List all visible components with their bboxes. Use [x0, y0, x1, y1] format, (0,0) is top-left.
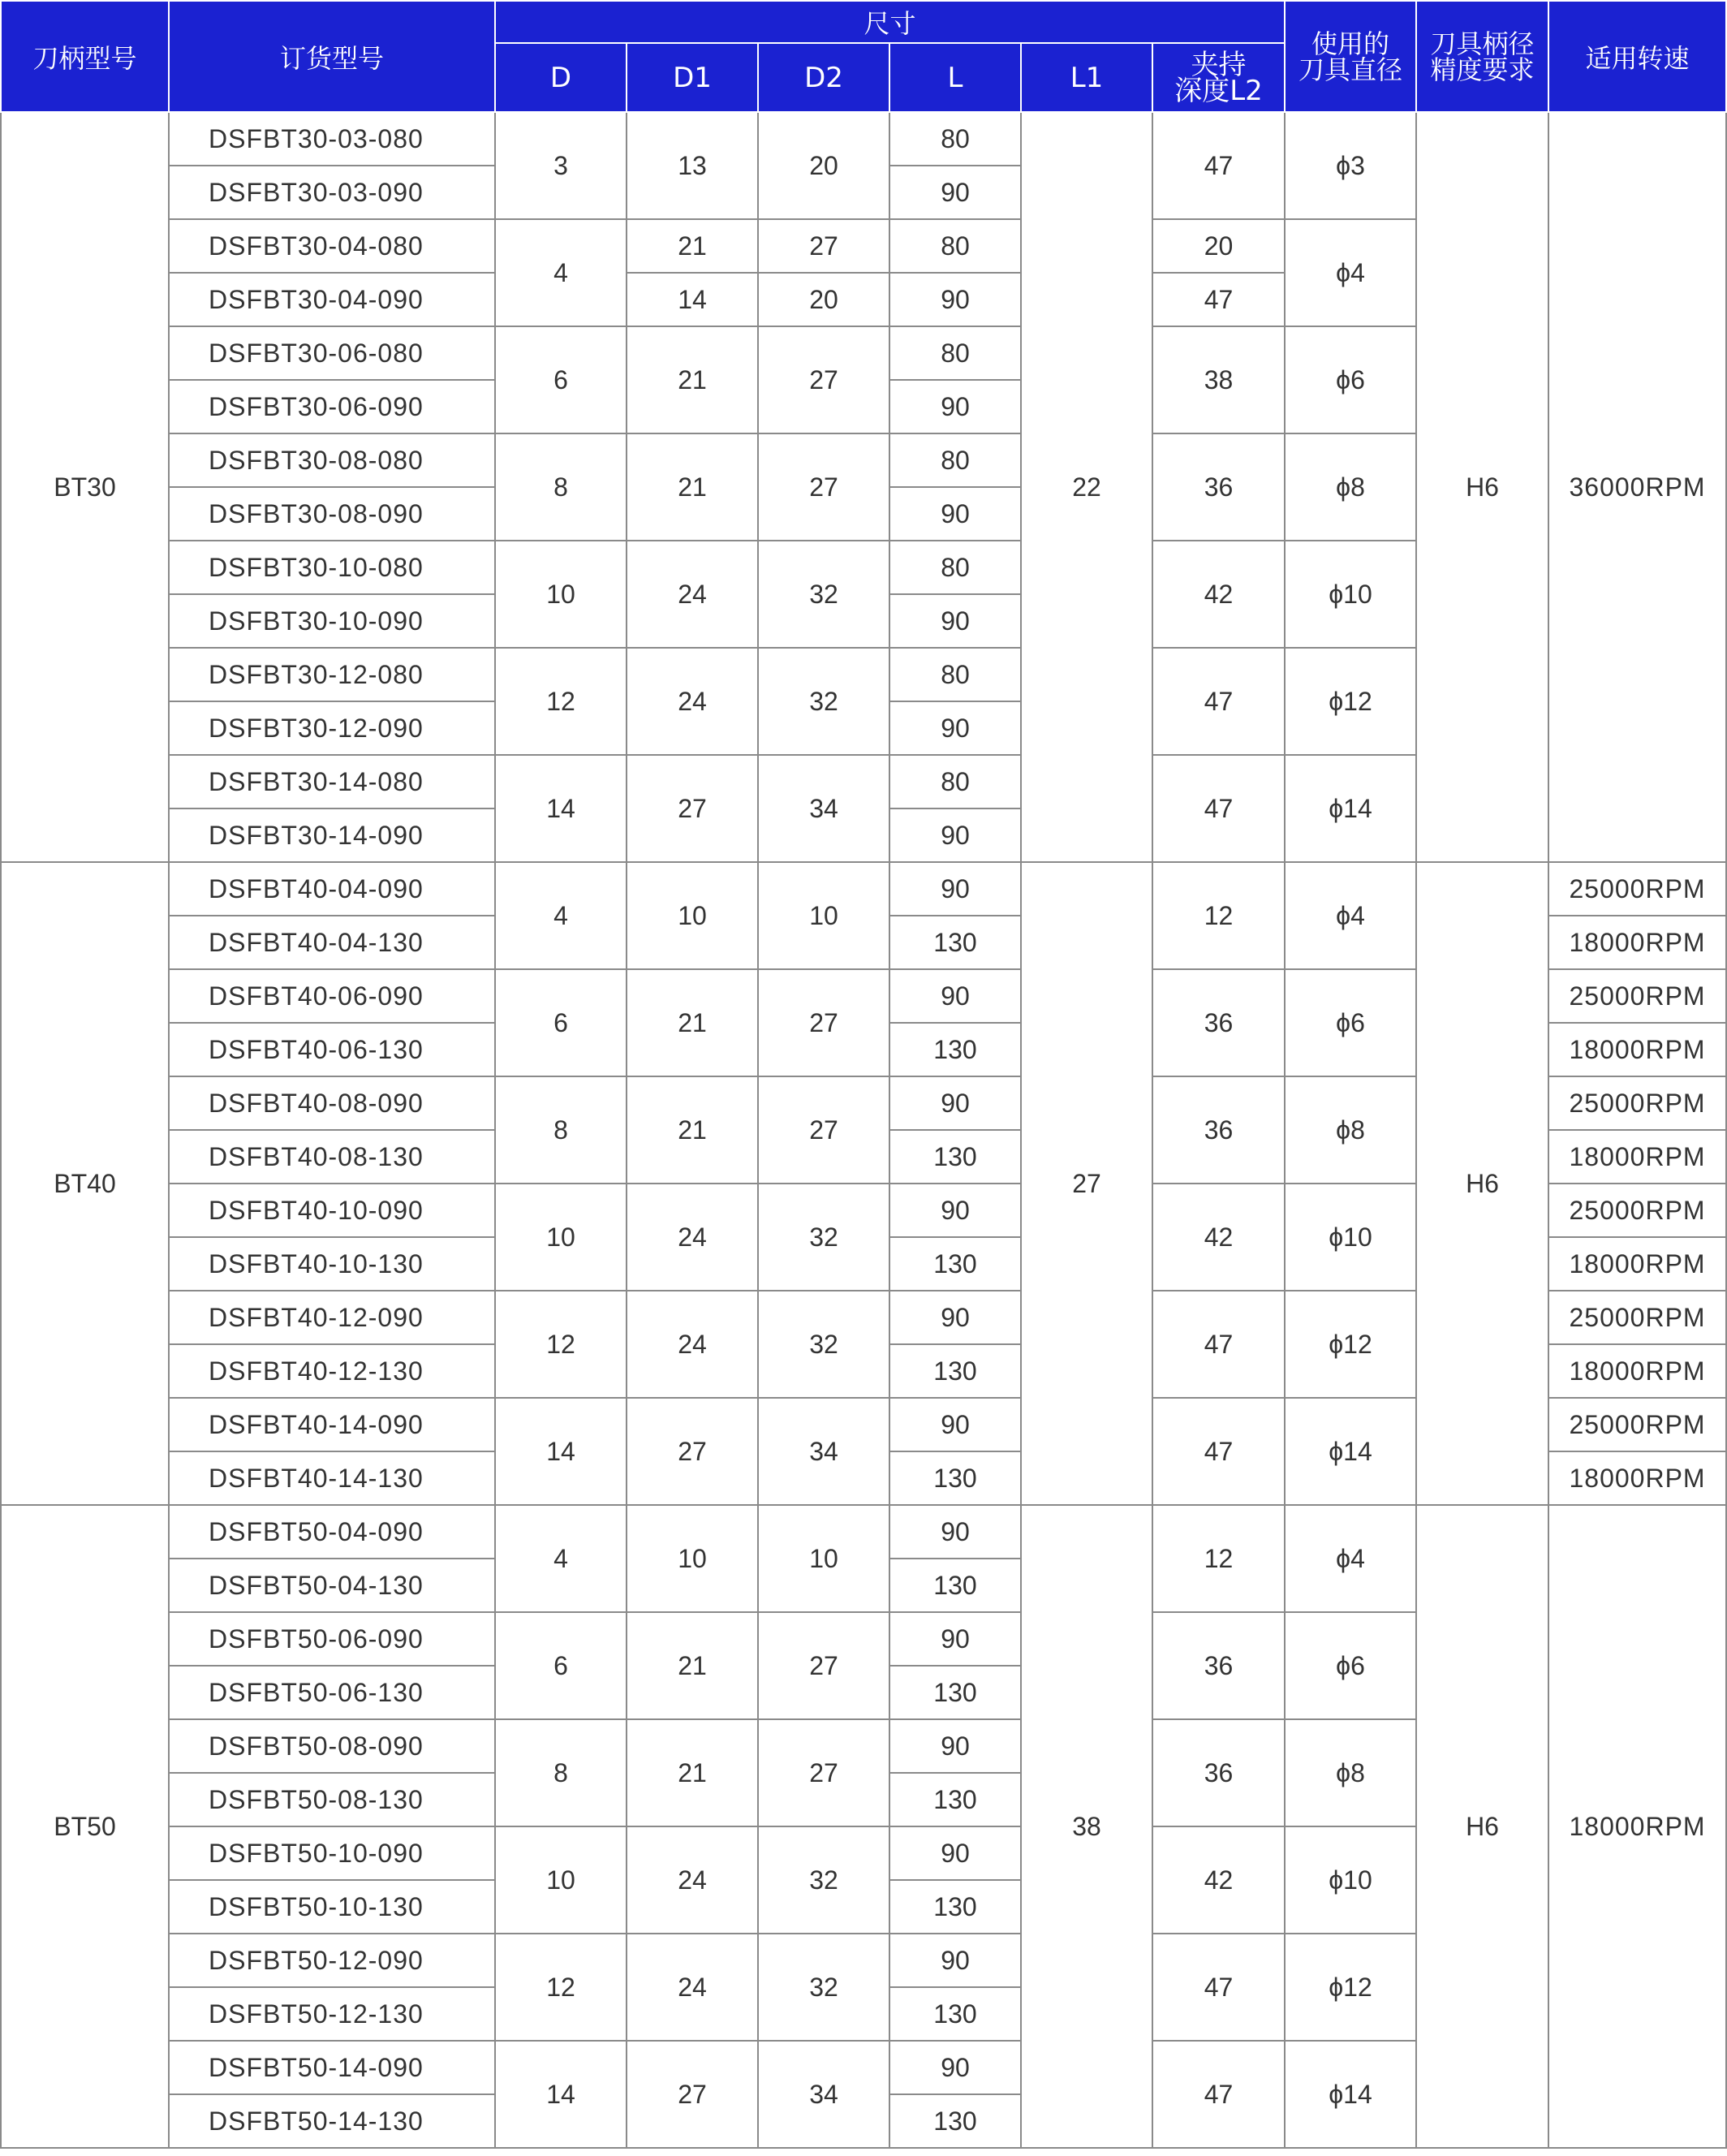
speed-cell: 25000RPM — [1548, 969, 1726, 1023]
d-cell: 12 — [495, 1934, 627, 2041]
header-d2: D2 — [758, 43, 889, 112]
d2-cell: 32 — [758, 541, 889, 648]
order-code-cell: DSFBT30-08-090 — [169, 487, 495, 541]
speed-cell: 25000RPM — [1548, 1398, 1726, 1451]
d1-cell: 14 — [627, 273, 758, 326]
l-cell: 90 — [889, 1934, 1021, 1987]
d2-cell: 34 — [758, 2041, 889, 2148]
holder-type-cell: BT50 — [1, 1505, 169, 2148]
l-cell: 130 — [889, 1130, 1021, 1184]
order-code-cell: DSFBT30-10-090 — [169, 594, 495, 648]
d1-cell: 24 — [627, 648, 758, 755]
tool-diameter-cell: ϕ8 — [1285, 433, 1416, 541]
l-cell: 130 — [889, 1237, 1021, 1291]
order-code-cell: DSFBT50-12-090 — [169, 1934, 495, 1987]
header-l2 — [1152, 43, 1285, 112]
d2-cell: 34 — [758, 1398, 889, 1505]
l-cell: 90 — [889, 1291, 1021, 1344]
l2-cell: 12 — [1152, 862, 1285, 969]
l2-cell: 36 — [1152, 1612, 1285, 1719]
d2-cell: 27 — [758, 1719, 889, 1826]
tool-diameter-cell: ϕ12 — [1285, 648, 1416, 755]
l1-cell: 22 — [1021, 112, 1152, 862]
l-cell: 90 — [889, 969, 1021, 1023]
d-cell: 10 — [495, 1184, 627, 1291]
header-tool-diameter-line1: 使用的 — [1311, 28, 1390, 59]
table-row — [1, 1505, 1726, 1559]
d-cell: 6 — [495, 1612, 627, 1719]
l2-cell: 47 — [1152, 1398, 1285, 1505]
l2-cell: 47 — [1152, 2041, 1285, 2148]
l-cell: 90 — [889, 380, 1021, 433]
speed-cell: 18000RPM — [1548, 1237, 1726, 1291]
precision-cell: H6 — [1416, 112, 1548, 862]
l1-cell: 27 — [1021, 862, 1152, 1505]
order-code-cell: DSFBT30-08-080 — [169, 433, 495, 487]
tool-diameter-cell: ϕ8 — [1285, 1076, 1416, 1184]
d-cell: 3 — [495, 112, 627, 219]
speed-cell: 25000RPM — [1548, 1184, 1726, 1237]
l2-cell: 36 — [1152, 969, 1285, 1076]
l-cell: 90 — [889, 273, 1021, 326]
l2-cell: 20 — [1152, 219, 1285, 273]
d-cell: 10 — [495, 541, 627, 648]
order-code-cell: DSFBT40-12-130 — [169, 1344, 495, 1398]
speed-cell: 18000RPM — [1548, 1451, 1726, 1505]
l2-cell: 12 — [1152, 1505, 1285, 1612]
d1-cell: 24 — [627, 1184, 758, 1291]
table-row — [1, 112, 1726, 166]
d1-cell: 24 — [627, 541, 758, 648]
l-cell: 90 — [889, 594, 1021, 648]
header-l2-line1: 夹持 — [1191, 48, 1247, 81]
l-cell: 130 — [889, 1023, 1021, 1076]
tool-diameter-cell: ϕ12 — [1285, 1291, 1416, 1398]
l-cell: 130 — [889, 2094, 1021, 2148]
order-code-cell: DSFBT30-10-080 — [169, 541, 495, 594]
l2-cell: 36 — [1152, 433, 1285, 541]
tool-diameter-cell: ϕ10 — [1285, 1826, 1416, 1934]
header-precision — [1416, 1, 1548, 112]
holder-type-cell: BT40 — [1, 862, 169, 1505]
tool-diameter-cell: ϕ6 — [1285, 969, 1416, 1076]
l-cell: 90 — [889, 1505, 1021, 1559]
l2-cell: 38 — [1152, 326, 1285, 433]
tool-diameter-cell: ϕ4 — [1285, 862, 1416, 969]
l-cell: 130 — [889, 1987, 1021, 2041]
header-precision-line1: 刀具柄径 — [1430, 28, 1535, 59]
l-cell: 90 — [889, 1719, 1021, 1773]
d-cell: 8 — [495, 1076, 627, 1184]
d2-cell: 20 — [758, 273, 889, 326]
speed-cell: 18000RPM — [1548, 1130, 1726, 1184]
d1-cell: 21 — [627, 433, 758, 541]
header-l2-line2: 深度L2 — [1174, 74, 1263, 107]
d-cell: 10 — [495, 1826, 627, 1934]
order-code-cell: DSFBT40-04-090 — [169, 862, 495, 916]
header-l1: L1 — [1021, 43, 1152, 112]
tool-diameter-cell: ϕ6 — [1285, 1612, 1416, 1719]
l-cell: 80 — [889, 755, 1021, 808]
header-d1: D1 — [627, 43, 758, 112]
l-cell: 80 — [889, 541, 1021, 594]
d1-cell: 10 — [627, 862, 758, 969]
l-cell: 90 — [889, 2041, 1021, 2094]
d-cell: 14 — [495, 755, 627, 862]
d1-cell: 27 — [627, 755, 758, 862]
order-code-cell: DSFBT50-14-090 — [169, 2041, 495, 2094]
header-tool-diameter — [1285, 1, 1416, 112]
d2-cell: 20 — [758, 112, 889, 219]
d2-cell: 27 — [758, 969, 889, 1076]
d2-cell: 27 — [758, 1076, 889, 1184]
l-cell: 90 — [889, 166, 1021, 219]
d2-cell: 32 — [758, 1184, 889, 1291]
d1-cell: 21 — [627, 1612, 758, 1719]
d2-cell: 10 — [758, 1505, 889, 1612]
d1-cell: 13 — [627, 112, 758, 219]
d2-cell: 34 — [758, 755, 889, 862]
order-code-cell: DSFBT50-12-130 — [169, 1987, 495, 2041]
table-body — [1, 112, 1726, 2148]
order-code-cell: DSFBT30-03-080 — [169, 112, 495, 166]
order-code-cell: DSFBT50-14-130 — [169, 2094, 495, 2148]
header-tool-diameter-line2: 刀具直径 — [1298, 54, 1403, 85]
order-code-cell: DSFBT50-06-090 — [169, 1612, 495, 1666]
l1-cell: 38 — [1021, 1505, 1152, 2148]
order-code-cell: DSFBT30-06-090 — [169, 380, 495, 433]
d-cell: 12 — [495, 648, 627, 755]
d1-cell: 10 — [627, 1505, 758, 1612]
header-holder-type: 刀柄型号 — [1, 1, 169, 112]
order-code-cell: DSFBT30-12-090 — [169, 701, 495, 755]
order-code-cell: DSFBT40-10-130 — [169, 1237, 495, 1291]
header-precision-line2: 精度要求 — [1430, 54, 1535, 85]
order-code-cell: DSFBT40-06-090 — [169, 969, 495, 1023]
holder-type-cell: BT30 — [1, 112, 169, 862]
l-cell: 130 — [889, 1666, 1021, 1719]
d1-cell: 21 — [627, 969, 758, 1076]
l-cell: 80 — [889, 326, 1021, 380]
d-cell: 14 — [495, 1398, 627, 1505]
l-cell: 90 — [889, 701, 1021, 755]
order-code-cell: DSFBT40-08-130 — [169, 1130, 495, 1184]
tool-diameter-cell: ϕ12 — [1285, 1934, 1416, 2041]
d-cell: 4 — [495, 219, 627, 326]
d-cell: 8 — [495, 1719, 627, 1826]
l2-cell: 42 — [1152, 541, 1285, 648]
tool-diameter-cell: ϕ14 — [1285, 1398, 1416, 1505]
order-code-cell: DSFBT30-06-080 — [169, 326, 495, 380]
l2-cell: 47 — [1152, 1934, 1285, 2041]
order-code-cell: DSFBT50-10-130 — [169, 1880, 495, 1934]
l-cell: 130 — [889, 916, 1021, 969]
l-cell: 90 — [889, 1398, 1021, 1451]
l-cell: 90 — [889, 1076, 1021, 1130]
header-speed: 适用转速 — [1548, 1, 1726, 112]
order-code-cell: DSFBT50-04-130 — [169, 1559, 495, 1612]
header-d: D — [495, 43, 627, 112]
table-row — [1, 862, 1726, 916]
d1-cell: 21 — [627, 219, 758, 273]
speed-cell: 18000RPM — [1548, 1344, 1726, 1398]
l2-cell: 47 — [1152, 648, 1285, 755]
speed-cell: 18000RPM — [1548, 1023, 1726, 1076]
order-code-cell: DSFBT40-14-130 — [169, 1451, 495, 1505]
l-cell: 90 — [889, 1612, 1021, 1666]
tool-diameter-cell: ϕ10 — [1285, 1184, 1416, 1291]
l-cell: 80 — [889, 648, 1021, 701]
speed-cell: 18000RPM — [1548, 1505, 1726, 2148]
l2-cell: 47 — [1152, 1291, 1285, 1398]
speed-cell: 25000RPM — [1548, 1076, 1726, 1130]
l2-cell: 47 — [1152, 273, 1285, 326]
l-cell: 90 — [889, 487, 1021, 541]
l-cell: 90 — [889, 808, 1021, 862]
tool-diameter-cell: ϕ4 — [1285, 219, 1416, 326]
order-code-cell: DSFBT30-04-090 — [169, 273, 495, 326]
tool-diameter-cell: ϕ10 — [1285, 541, 1416, 648]
d-cell: 4 — [495, 862, 627, 969]
table-header — [1, 1, 1726, 112]
precision-cell: H6 — [1416, 1505, 1548, 2148]
speed-cell: 18000RPM — [1548, 916, 1726, 969]
order-code-cell: DSFBT30-12-080 — [169, 648, 495, 701]
speed-cell: 25000RPM — [1548, 1291, 1726, 1344]
d2-cell: 32 — [758, 1291, 889, 1398]
l2-cell: 42 — [1152, 1826, 1285, 1934]
d2-cell: 27 — [758, 433, 889, 541]
l-cell: 130 — [889, 1773, 1021, 1826]
d-cell: 8 — [495, 433, 627, 541]
d1-cell: 24 — [627, 1826, 758, 1934]
tool-diameter-cell: ϕ3 — [1285, 112, 1416, 219]
tool-diameter-cell: ϕ14 — [1285, 2041, 1416, 2148]
l2-cell: 36 — [1152, 1076, 1285, 1184]
d-cell: 14 — [495, 2041, 627, 2148]
tool-diameter-cell: ϕ8 — [1285, 1719, 1416, 1826]
order-code-cell: DSFBT50-10-090 — [169, 1826, 495, 1880]
d-cell: 12 — [495, 1291, 627, 1398]
d2-cell: 32 — [758, 648, 889, 755]
l-cell: 80 — [889, 433, 1021, 487]
l2-cell: 36 — [1152, 1719, 1285, 1826]
order-code-cell: DSFBT30-03-090 — [169, 166, 495, 219]
order-code-cell: DSFBT40-10-090 — [169, 1184, 495, 1237]
order-code-cell: DSFBT40-04-130 — [169, 916, 495, 969]
l-cell: 80 — [889, 112, 1021, 166]
speed-cell: 36000RPM — [1548, 112, 1726, 862]
l-cell: 90 — [889, 862, 1021, 916]
d1-cell: 27 — [627, 1398, 758, 1505]
header-order-code: 订货型号 — [169, 1, 495, 112]
order-code-cell: DSFBT50-04-090 — [169, 1505, 495, 1559]
d2-cell: 10 — [758, 862, 889, 969]
d-cell: 4 — [495, 1505, 627, 1612]
order-code-cell: DSFBT40-08-090 — [169, 1076, 495, 1130]
d1-cell: 24 — [627, 1291, 758, 1398]
d2-cell: 32 — [758, 1826, 889, 1934]
order-code-cell: DSFBT40-06-130 — [169, 1023, 495, 1076]
order-code-cell: DSFBT40-14-090 — [169, 1398, 495, 1451]
header-l: L — [889, 43, 1021, 112]
d2-cell: 32 — [758, 1934, 889, 2041]
d1-cell: 24 — [627, 1934, 758, 2041]
order-code-cell: DSFBT30-04-080 — [169, 219, 495, 273]
speed-cell: 25000RPM — [1548, 862, 1726, 916]
l-cell: 90 — [889, 1184, 1021, 1237]
d-cell: 6 — [495, 326, 627, 433]
tool-diameter-cell: ϕ4 — [1285, 1505, 1416, 1612]
l2-cell: 42 — [1152, 1184, 1285, 1291]
d1-cell: 27 — [627, 2041, 758, 2148]
order-code-cell: DSFBT50-08-090 — [169, 1719, 495, 1773]
d2-cell: 27 — [758, 1612, 889, 1719]
order-code-cell: DSFBT50-06-130 — [169, 1666, 495, 1719]
d1-cell: 21 — [627, 326, 758, 433]
l-cell: 80 — [889, 219, 1021, 273]
l-cell: 130 — [889, 1451, 1021, 1505]
order-code-cell: DSFBT40-12-090 — [169, 1291, 495, 1344]
l-cell: 90 — [889, 1826, 1021, 1880]
header-dimensions: 尺寸 — [495, 1, 1285, 43]
order-code-cell: DSFBT30-14-090 — [169, 808, 495, 862]
l-cell: 130 — [889, 1880, 1021, 1934]
l-cell: 130 — [889, 1559, 1021, 1612]
d2-cell: 27 — [758, 326, 889, 433]
l-cell: 130 — [889, 1344, 1021, 1398]
precision-cell: H6 — [1416, 862, 1548, 1505]
tool-diameter-cell: ϕ14 — [1285, 755, 1416, 862]
d1-cell: 21 — [627, 1719, 758, 1826]
l2-cell: 47 — [1152, 755, 1285, 862]
l2-cell: 47 — [1152, 112, 1285, 219]
d-cell: 6 — [495, 969, 627, 1076]
tool-diameter-cell: ϕ6 — [1285, 326, 1416, 433]
order-code-cell: DSFBT50-08-130 — [169, 1773, 495, 1826]
d2-cell: 27 — [758, 219, 889, 273]
order-code-cell: DSFBT30-14-080 — [169, 755, 495, 808]
d1-cell: 21 — [627, 1076, 758, 1184]
